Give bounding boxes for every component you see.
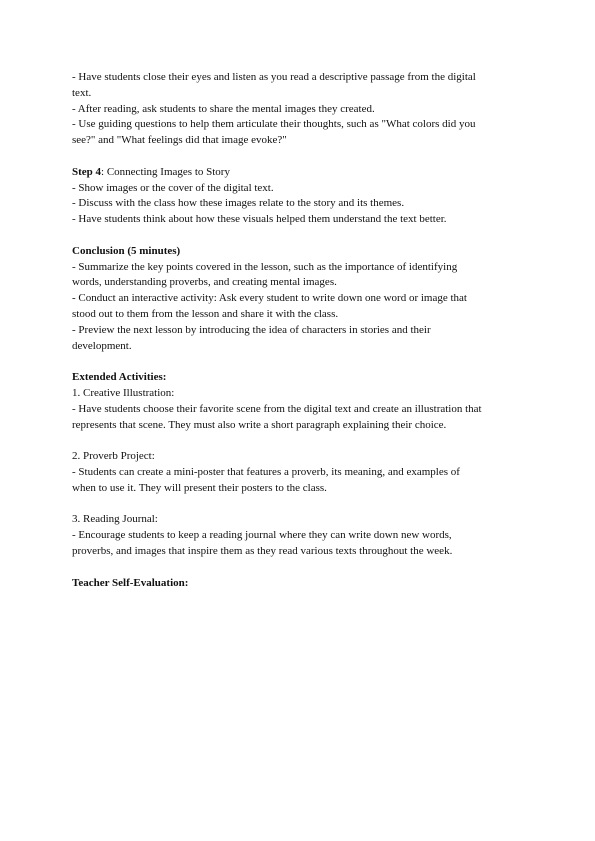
text-line: development.	[72, 339, 132, 352]
self-evaluation-section	[72, 576, 528, 592]
intro-paragraph	[72, 70, 528, 149]
activity-title: 3. Reading Journal:	[72, 513, 158, 526]
step4-section	[72, 165, 528, 228]
activity-title: 2. Proverb Project:	[72, 450, 155, 463]
text-line: text.	[72, 86, 92, 99]
text-line: - Summarize the key points covered in the lesson, such as the importance of identifying	[72, 260, 458, 273]
text-line: see?" and "What feelings did that image evoke?"	[72, 134, 287, 147]
text-line: represents that scene. They must also write a short paragraph explaining their choice.	[72, 418, 447, 431]
step4-heading-rest: : Connecting Images to Story	[101, 165, 230, 178]
conclusion-section	[72, 244, 528, 355]
extended-heading: Extended Activities:	[72, 371, 167, 384]
extended-activity-3	[72, 512, 528, 559]
text-line: - Students can create a mini-poster that features a proverb, its meaning, and examples of	[72, 465, 460, 478]
activity-title: 1. Creative Illustration:	[72, 386, 175, 399]
document-page	[72, 70, 528, 607]
text-line: - Conduct an interactive activity: Ask every student to write down one word or image that	[72, 292, 467, 305]
text-line: stood out to them from the lesson and share it with the class.	[72, 307, 339, 320]
text-line: - Have students close their eyes and listen as you read a descriptive passage from the digital	[72, 71, 476, 83]
text-line: - After reading, ask students to share the mental images they created.	[72, 102, 375, 115]
text-line: - Encourage students to keep a reading journal where they can write down new words,	[72, 529, 452, 542]
text-line: words, understanding proverbs, and creating mental images.	[72, 276, 337, 289]
text-line: - Have students think about how these visuals helped them understand the text better.	[72, 213, 447, 226]
text-line: - Preview the next lesson by introducing the idea of characters in stories and their	[72, 323, 431, 336]
extended-activity-1	[72, 370, 528, 433]
extended-activity-2	[72, 449, 528, 496]
text-line: - Discuss with the class how these images relate to the story and its themes.	[72, 197, 405, 210]
text-line: - Have students choose their favorite scene from the digital text and create an illustration that	[72, 402, 482, 415]
text-line: when to use it. They will present their posters to the class.	[72, 481, 327, 494]
self-evaluation-heading: Teacher Self-Evaluation:	[72, 576, 189, 589]
conclusion-heading: Conclusion (5 minutes)	[72, 244, 181, 257]
text-line: proverbs, and images that inspire them as they read various texts throughout the week.	[72, 544, 453, 557]
step4-heading	[72, 165, 528, 181]
text-line: - Use guiding questions to help them articulate their thoughts, such as "What colors did you	[72, 118, 476, 131]
text-line: - Show images or the cover of the digital text.	[72, 181, 274, 194]
step4-heading-bold: Step 4	[72, 165, 102, 178]
